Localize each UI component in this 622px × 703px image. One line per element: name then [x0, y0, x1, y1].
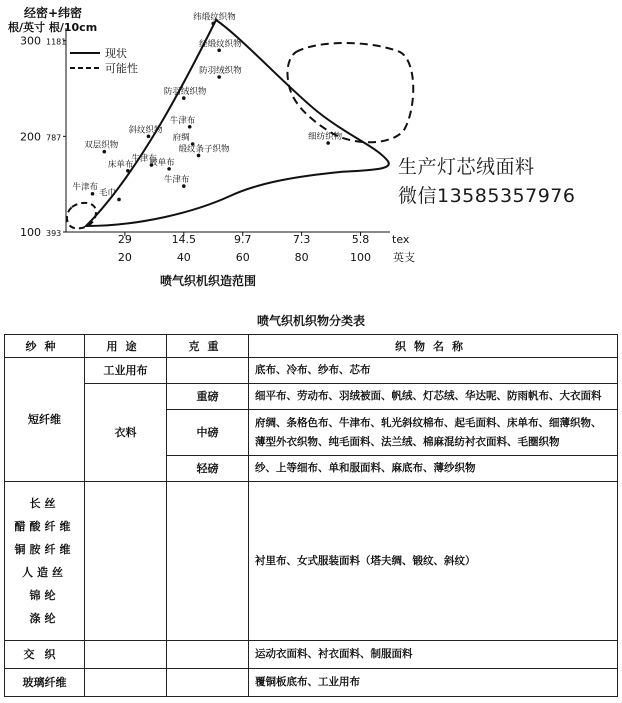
watermark-line-1: 生产灯芯绒面料 [398, 156, 535, 178]
fabric-industrial: 底布、冷布、纱布、芯布 [249, 358, 618, 384]
fabric-point-label: 防羽绒织物 [163, 87, 207, 98]
header-use: 用途 [85, 335, 167, 358]
fabric-point-label: 被单布 [149, 157, 175, 168]
x-tick-label-tex: 7.3 [292, 233, 311, 246]
x-tick-label-tex: 5.8 [351, 233, 370, 246]
yarn-type-label: 涤纶 [29, 612, 60, 625]
yarn-type-label: 醋酸纤维 [14, 520, 75, 533]
x-unit-count: 英支 [393, 251, 415, 264]
fabric-point-label: 府绸 [172, 133, 190, 143]
use-clothing: 衣料 [85, 384, 167, 482]
y-axis-label-1: 经密+纬密 [24, 6, 83, 20]
fabric-medium: 府绸、条格色布、牛津布、轧光斜纹棉布、起毛面料、床单布、细薄织物、薄型外衣织物、纯毛面料、法兰绒、棉麻混纺衬衣面料、毛圈织物 [249, 410, 618, 456]
yarn-type-label: 长丝 [29, 497, 60, 510]
fabric-filament: 衬里布、女式服装面料（塔夫绸、锻纹、斜纹） [249, 482, 618, 641]
table-row [5, 384, 618, 410]
header-weight: 克重 [167, 335, 249, 358]
weight-medium: 中磅 [167, 410, 249, 456]
x-tick-label-count: 100 [350, 251, 372, 264]
x-unit-tex: tex [392, 233, 410, 246]
yarn-filament-group [5, 482, 85, 641]
x-tick-label-count: 40 [176, 251, 191, 264]
weight-empty [167, 669, 249, 697]
header-yarn: 纱种 [5, 335, 85, 358]
fabric-point-label: 防羽绒织物 [199, 66, 242, 77]
fabric-point-label: 纬缎纹织物 [193, 12, 236, 23]
fabric-point-label: 斜纹织物 [128, 125, 163, 136]
use-empty [85, 669, 167, 697]
fabric-point-label: 牛津布 [72, 182, 99, 193]
yarn-type-label: 人造丝 [22, 566, 67, 579]
weight-empty [167, 482, 249, 641]
x-tick-label-tex: 29 [117, 233, 132, 246]
yarn-type-label: 铜胺纤维 [14, 543, 75, 556]
legend-label-current: 现状 [105, 47, 127, 60]
legend [70, 46, 138, 75]
yarn-short: 短纤维 [5, 358, 85, 482]
fabric-light: 纱、上等细布、单和服面料、麻底布、薄纱织物 [249, 456, 618, 482]
table-title: 喷气织机织物分类表 [256, 314, 365, 328]
y-tick-sublabel: 1181 [46, 37, 67, 47]
y-tick-sublabel: 787 [46, 133, 62, 143]
use-industrial: 工业用布 [85, 358, 167, 384]
weight-empty [167, 358, 249, 384]
x-tick-label-count: 60 [235, 251, 250, 264]
loom-range-chart [0, 0, 622, 300]
use-empty [85, 641, 167, 669]
y-ticks [20, 35, 66, 239]
y-axis-label-2: 根/英寸 根/10cm [8, 21, 98, 34]
x-tick-label-count: 20 [117, 251, 132, 264]
fabric-point-label: 牛津布 [163, 175, 190, 186]
possibility-region-large [287, 43, 413, 142]
weight-heavy: 重磅 [167, 384, 249, 410]
possibility-region-small [67, 203, 96, 229]
legend-label-possible: 可能性 [105, 62, 138, 75]
fabric-point-label: 经缎纹织物 [199, 39, 242, 50]
fabric-point-label: 细纺织物 [308, 132, 343, 143]
y-tick-label: 100 [20, 226, 41, 239]
fabric-classification-table [4, 334, 618, 697]
use-empty [85, 482, 167, 641]
yarn-glass: 玻璃纤维 [5, 669, 85, 697]
fabric-glass: 覆铜板底布、工业用布 [249, 669, 618, 697]
yarn-interweave: 交织 [5, 641, 85, 669]
weight-empty [167, 641, 249, 669]
fabric-point-label: 缎纹条子织物 [178, 144, 230, 155]
weight-light: 轻磅 [167, 456, 249, 482]
fabric-point-label: 双层织物 [84, 140, 119, 151]
x-tick-label-tex: 9.7 [233, 233, 252, 246]
y-tick-label: 200 [20, 130, 41, 144]
yarn-type-label: 锦纶 [29, 589, 60, 602]
table-header-row [5, 335, 618, 358]
x-tick-label-tex: 14.5 [171, 233, 197, 246]
table-row [5, 358, 618, 384]
header-fabric: 织物名称 [249, 335, 618, 358]
fabric-interweave: 运动衣面料、衬衣面料、制服面料 [249, 641, 618, 669]
fabric-points [73, 11, 343, 201]
watermark-line-2: 微信13585357976 [398, 185, 576, 207]
table-row [5, 641, 618, 669]
fabric-point-label: 牛津布 [131, 154, 157, 165]
current-range-outline [86, 20, 389, 226]
y-tick-label: 300 [20, 34, 41, 48]
table-row [5, 482, 618, 641]
table-row [5, 669, 618, 697]
x-ticks [118, 232, 371, 264]
y-tick-sublabel: 393 [46, 229, 62, 238]
fabric-point-label: 毛巾 [99, 188, 117, 199]
fabric-point [117, 198, 121, 202]
x-tick-label-count: 80 [294, 251, 309, 264]
fabric-heavy: 细平布、劳动布、羽绒被面、帆绒、灯芯绒、华达呢、防雨帆布、大衣面料 [249, 384, 618, 410]
chart-title: 喷气织机织造范围 [160, 274, 257, 288]
fabric-point-label: 床单布 [107, 159, 134, 170]
fabric-point-label: 牛津布 [169, 115, 196, 126]
